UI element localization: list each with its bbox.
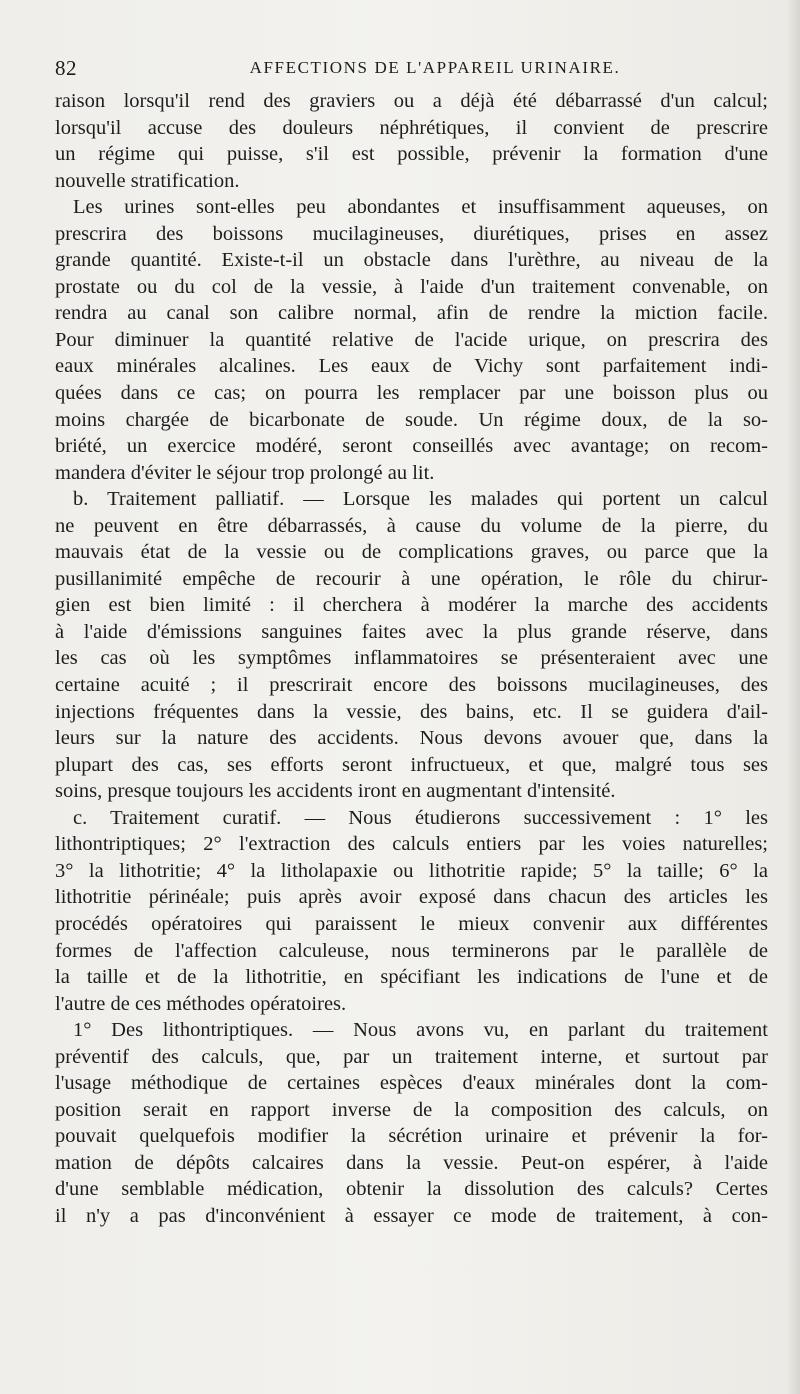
text-line: l'autre de ces méthodes opératoires. bbox=[55, 992, 347, 1015]
text-line: nouvelle stratification. bbox=[55, 169, 240, 192]
text-line: mation de dépôts calcaires dans la vessie. Peut-on espérer, à l'aide bbox=[55, 1151, 768, 1174]
text-line: la taille et de la lithotritie, en spécifiant les indications de l'une et de bbox=[55, 966, 768, 989]
page-number: 82 bbox=[55, 56, 77, 80]
text-line: d'une semblable médication, obtenir la dissolution des calculs? Certes bbox=[55, 1178, 768, 1201]
page-edge-shadow bbox=[786, 0, 800, 1394]
text-line: lithontriptiques; 2° l'extraction des calculs entiers par les voies naturelles; bbox=[55, 833, 768, 856]
text-line: il n'y a pas d'inconvénient à essayer ce mode de traitement, à con- bbox=[55, 1204, 768, 1227]
text-line: procédés opératoires qui paraissent le mieux convenir aux différentes bbox=[55, 912, 768, 935]
text-line: certaine acuité ; il prescrirait encore des boissons mucilagineuses, des bbox=[55, 674, 768, 697]
text-line: plupart des cas, ses efforts seront infructueux, et que, malgré tous ses bbox=[55, 753, 768, 776]
text-line: l'usage méthodique de certaines espèces d'eaux minérales dont la com- bbox=[55, 1072, 768, 1095]
text-line: mandera d'éviter le séjour trop prolongé au lit. bbox=[55, 461, 435, 484]
text-line: Les urines sont-elles peu abondantes et insuffisamment aqueuses, on bbox=[73, 196, 768, 219]
text-line: grande quantité. Existe-t-il un obstacle dans l'urèthre, au niveau de la bbox=[55, 249, 768, 272]
body-text bbox=[55, 88, 768, 1230]
text-line: pusillanimité empêche de recourir à une opération, le rôle du chirur- bbox=[55, 567, 768, 590]
text-line: b. Traitement palliatif. — Lorsque les malades qui portent un calcul bbox=[73, 488, 768, 511]
text-line: formes de l'affection calculeuse, nous terminerons par le parallèle de bbox=[55, 939, 768, 962]
text-line: ne peuvent en être débarrassés, à cause du volume de la pierre, du bbox=[55, 514, 768, 537]
text-line: position serait en rapport inverse de la composition des calculs, on bbox=[55, 1098, 768, 1121]
text-line: préventif des calculs, que, par un traitement interne, et surtout par bbox=[55, 1045, 768, 1068]
text-line: les cas où les symptômes inflammatoires se présenteraient avec une bbox=[55, 647, 768, 670]
text-line: rendra au canal son calibre normal, afin de rendre la miction facile. bbox=[55, 302, 768, 325]
text-line: lithotritie périnéale; puis après avoir exposé dans chacun des articles les bbox=[55, 886, 768, 909]
text-line: gien est bien limité : il cherchera à modérer la marche des accidents bbox=[55, 594, 768, 617]
text-line: mauvais état de la vessie ou de complications graves, ou parce que la bbox=[55, 541, 768, 564]
text-line: moins chargée de bicarbonate de soude. Un régime doux, de la so- bbox=[55, 408, 768, 431]
text-line: lorsqu'il accuse des douleurs néphrétiques, il convient de prescrire bbox=[55, 116, 768, 139]
text-line: quées dans ce cas; on pourra les remplacer par une boisson plus ou bbox=[55, 382, 768, 405]
text-line: raison lorsqu'il rend des graviers ou a déjà été débarrassé d'un calcul; bbox=[55, 90, 768, 112]
text-line: eaux minérales alcalines. Les eaux de Vichy sont parfaitement indi- bbox=[55, 355, 768, 378]
text-line: un régime qui puisse, s'il est possible, prévenir la formation d'une bbox=[55, 143, 768, 166]
page-header bbox=[55, 56, 755, 86]
text-line: pouvait quelquefois modifier la sécrétion urinaire et prévenir la for- bbox=[55, 1125, 768, 1148]
text-line: prostate ou du col de la vessie, à l'aide d'un traitement convenable, on bbox=[55, 275, 768, 298]
running-head: AFFECTIONS DE L'APPAREIL URINAIRE. bbox=[249, 58, 621, 77]
text-line: c. Traitement curatif. — Nous étudierons successivement : 1° les bbox=[73, 806, 768, 829]
text-line: injections fréquentes dans la vessie, des bains, etc. Il se guidera d'ail- bbox=[55, 700, 768, 723]
text-line: Pour diminuer la quantité relative de l'acide urique, on prescrira des bbox=[55, 328, 768, 351]
text-line: 1° Des lithontriptiques. — Nous avons vu, en parlant du traitement bbox=[73, 1019, 768, 1042]
text-line: leurs sur la nature des accidents. Nous devons avouer que, dans la bbox=[55, 727, 768, 750]
text-line: à l'aide d'émissions sanguines faites avec la plus grande réserve, dans bbox=[55, 620, 768, 643]
text-line: briété, un exercice modéré, seront conseillés avec avantage; on recom- bbox=[55, 435, 768, 458]
text-line: 3° la lithotritie; 4° la litholapaxie ou lithotritie rapide; 5° la taille; 6° la bbox=[55, 859, 768, 882]
text-line: soins, presque toujours les accidents iront en augmentant d'intensité. bbox=[55, 780, 616, 803]
text-line: prescrira des boissons mucilagineuses, diurétiques, prises en assez bbox=[55, 222, 768, 245]
